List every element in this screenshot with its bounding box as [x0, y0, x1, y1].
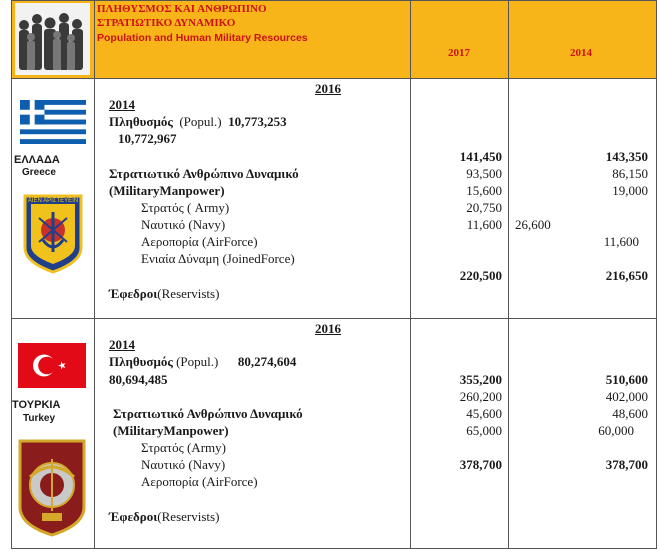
greece-2014-reservists: 216,650: [605, 268, 648, 283]
greece-2017-value: 15,600: [466, 183, 502, 198]
turkey-flag: [18, 343, 86, 388]
turkey-emblem: [16, 437, 88, 537]
greece-emblem-text: ΑΙΕΝ ΑΡΙΣΤΕΥΕΙΝ: [27, 198, 79, 204]
turkey-mil-label-gr: Στρατιωτικό Ανθρώπινο Δυναμικό: [113, 406, 303, 421]
header-title-gr-1: ΠΛΗΘΥΣΜΟΣ ΚΑΙ ΑΝΘΡΩΠΙΝΟ: [97, 3, 267, 15]
row-divider: [11, 318, 657, 319]
greece-flag: [20, 100, 86, 144]
turkey-year-2016: 2016: [315, 321, 341, 336]
greece-pop-label-en: (Popul.): [179, 114, 222, 129]
turkey-2017-value: 260,200: [459, 389, 502, 404]
greece-airforce-label: Αεροπορία (AirForce): [141, 234, 258, 249]
greece-2017-total: 141,450: [459, 149, 502, 164]
turkey-army-label: Στρατός (Army): [141, 440, 226, 455]
greece-reservists-row: [109, 287, 219, 300]
turkey-navy-label: Ναυτικό (Navy): [141, 457, 226, 472]
greece-mil-label-gr: Στρατιωτικό Ανθρώπινο Δυναμικό: [109, 166, 299, 181]
turkey-population-row: [109, 355, 296, 368]
greece-pop-2014: 10,772,967: [118, 131, 177, 146]
header-title-gr-2: ΣΤΡΑΤΙΩΤΙΚΟ ΔΥΝΑΜΙΚΟ: [97, 17, 236, 29]
greece-emblem: [21, 192, 85, 274]
turkey-2014-value: 48,600: [612, 406, 648, 421]
turkey-pop-2014: 80,694,485: [109, 372, 168, 387]
greece-joined-label: Ενιαία Δύναμη (JoinedForce): [141, 251, 295, 266]
turkey-pop-label-gr: Πληθυσμός: [109, 354, 173, 369]
turkey-2014-total: 510,600: [605, 372, 648, 387]
turkey-2014-reservists: 378,700: [605, 457, 648, 472]
greece-navy-label: Ναυτικό (Navy): [141, 217, 226, 232]
turkey-reservists-en: (Reservists): [157, 509, 220, 524]
col-divider-2: [410, 0, 411, 549]
turkey-2017-value: 65,000: [466, 423, 502, 438]
greece-year-2016: 2016: [315, 81, 341, 96]
greece-2014-value: 11,600: [603, 234, 639, 249]
col-divider-3: [508, 0, 509, 549]
greece-2017-reservists: 220,500: [459, 268, 502, 283]
greece-2014-value: 86,150: [612, 166, 648, 181]
turkey-2014-value: 402,000: [605, 389, 648, 404]
greece-army-label: Στρατός ( Army): [141, 200, 230, 215]
greece-name-gr: ΕΛΛΑΔΑ: [14, 154, 60, 166]
turkey-2014-value: 60,000: [598, 423, 634, 438]
greece-2017-value: 93,500: [466, 166, 502, 181]
turkey-2017-total: 355,200: [459, 372, 502, 387]
turkey-reservists-row: [109, 510, 219, 523]
greece-year-2014: 2014: [109, 97, 135, 112]
greece-population-row: [109, 115, 287, 128]
turkey-pop-2016: 80,274,604: [237, 354, 297, 369]
turkey-2017-reservists: 378,700: [459, 457, 502, 472]
greece-mil-label-en: (MilitaryManpower): [109, 183, 225, 198]
header-col-2014: 2014: [570, 47, 592, 59]
greece-2017-extra: 26,600: [515, 217, 551, 232]
turkey-reservists-gr: Έφεδροι: [109, 509, 158, 524]
greece-name-en: Greece: [22, 167, 56, 178]
turkey-pop-label-en: (Popul.): [176, 354, 219, 369]
greece-2017-value: 11,600: [466, 217, 502, 232]
greece-reservists-en: (Reservists): [157, 286, 220, 301]
greece-pop-label-gr: Πληθυσμός: [109, 114, 173, 129]
greece-2014-total: 143,350: [605, 149, 648, 164]
turkey-airforce-label: Αεροπορία (AirForce): [141, 474, 258, 489]
greece-pop-2016: 10,773,253: [228, 114, 287, 129]
turkey-year-2014: 2014: [109, 337, 135, 352]
greece-2014-value: 19,000: [612, 183, 648, 198]
header-title-en: Population and Human Military Resources: [97, 32, 308, 44]
greece-reservists-gr: Έφεδροι: [109, 286, 158, 301]
turkey-name-gr: ΤΟΥΡΚΙΑ: [12, 399, 61, 411]
population-logo: [15, 3, 90, 75]
greece-2017-value: 20,750: [466, 200, 502, 215]
header-col-2017: 2017: [448, 47, 470, 59]
turkey-name-en: Turkey: [23, 413, 56, 424]
turkey-2017-value: 45,600: [466, 406, 502, 421]
turkey-mil-label-en: (MilitaryManpower): [113, 423, 229, 438]
col-divider-1: [94, 0, 95, 549]
